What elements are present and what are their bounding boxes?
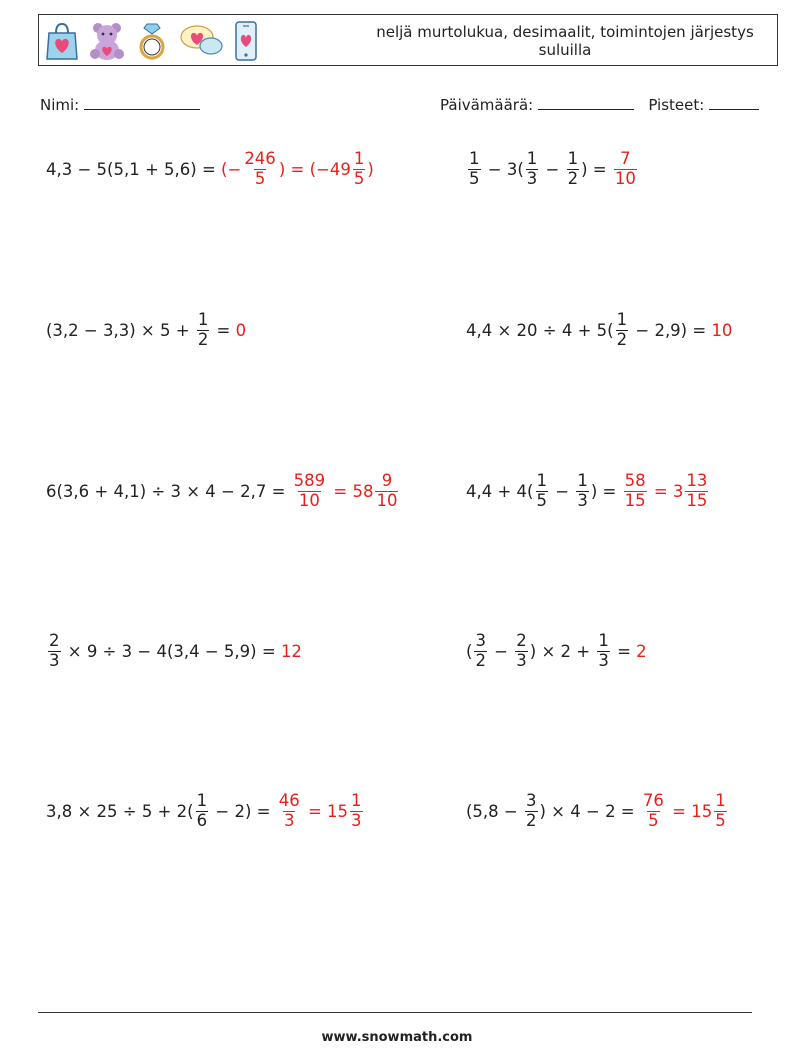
fraction: [576, 472, 589, 509]
numerator: 1: [577, 471, 588, 491]
numerator: 1: [526, 149, 538, 169]
numerator: 1: [469, 149, 480, 169]
date-score-fields: [440, 94, 759, 114]
expression-text: 4,3 − 5(5,1 + 5,6) =: [46, 159, 222, 179]
shopping-bag-heart-icon: [45, 21, 79, 61]
answer-fraction: [293, 472, 327, 509]
fraction: [526, 150, 539, 187]
numerator: 1: [353, 149, 365, 169]
answer-text: = 15: [302, 801, 349, 821]
denominator: 2: [475, 650, 486, 670]
answer-text: ) = (−49: [278, 159, 351, 179]
expression-text: ) × 2 +: [529, 641, 596, 661]
denominator: 2: [197, 329, 209, 349]
answer-text: 10: [711, 320, 733, 340]
denominator: 3: [577, 490, 588, 510]
problem-7: [46, 628, 302, 674]
expression-text: =: [211, 320, 236, 340]
problem-3: [46, 307, 246, 353]
denominator: 3: [351, 810, 362, 830]
expression-text: −: [550, 481, 575, 501]
fraction: [474, 632, 487, 669]
numerator: 46: [278, 791, 300, 811]
numerator: 246: [244, 149, 276, 169]
denominator: 10: [298, 490, 320, 510]
numerator: 2: [516, 631, 527, 651]
answer-fraction: [614, 150, 637, 187]
denominator: 5: [648, 810, 659, 830]
problem-6: [466, 468, 710, 514]
expression-text: − 3(: [482, 159, 524, 179]
expression-text: −: [540, 159, 565, 179]
expression-text: 6(3,6 + 4,1) ÷ 3 × 4 − 2,7 =: [46, 481, 291, 501]
expression-text: ) =: [581, 159, 612, 179]
numerator: 1: [598, 631, 609, 651]
denominator: 10: [376, 490, 398, 510]
problem-9: [46, 788, 365, 834]
denominator: 3: [283, 810, 295, 830]
answer-fraction: [685, 472, 708, 509]
denominator: 5: [536, 490, 547, 510]
expression-text: (3,2 − 3,3) × 5 +: [46, 320, 195, 340]
numerator: 9: [381, 471, 393, 491]
expression-text: 4,4 × 20 ÷ 4 + 5(: [466, 320, 614, 340]
expression-text: − 2,9) =: [630, 320, 712, 340]
problem-4: [466, 307, 732, 353]
fraction: [196, 792, 209, 829]
numerator: 1: [196, 791, 208, 811]
expression-text: 3,8 × 25 ÷ 5 + 2(: [46, 801, 194, 821]
numerator: 58: [624, 471, 646, 491]
denominator: 6: [196, 810, 208, 830]
problem-1: [46, 146, 374, 192]
worksheet-title: neljä murtolukua, desimaalit, toimintojen järjestys suluilla: [376, 23, 754, 59]
answer-text: = 15: [666, 801, 713, 821]
numerator: 13: [686, 471, 708, 491]
answer-fraction: [642, 792, 665, 829]
problem-5: [46, 468, 400, 514]
expression-text: −: [488, 641, 514, 661]
expression-text: (: [466, 641, 473, 661]
answer-fraction: [624, 472, 647, 509]
problem-2: [466, 146, 639, 192]
numerator: 2: [49, 631, 60, 651]
numerator: 76: [642, 791, 664, 811]
chat-hearts-icon: [179, 21, 223, 61]
answer-fraction: [278, 792, 301, 829]
answer-fraction: [243, 150, 277, 187]
denominator: 3: [598, 650, 609, 670]
numerator: 3: [526, 791, 537, 811]
fraction: [616, 311, 629, 348]
score-blank[interactable]: [709, 94, 759, 110]
denominator: 2: [616, 329, 628, 349]
fraction: [515, 632, 528, 669]
answer-text: = 58: [328, 481, 374, 501]
numerator: 7: [620, 149, 631, 169]
denominator: 5: [353, 168, 365, 188]
teddy-bear-icon: [89, 21, 125, 61]
numerator: 1: [715, 791, 726, 811]
answer-fraction: [353, 150, 366, 187]
expression-text: × 9 ÷ 3 − 4(3,4 − 5,9) =: [62, 641, 281, 661]
denominator: 10: [614, 168, 636, 188]
answer-fraction: [714, 792, 727, 829]
header-icons: [45, 19, 259, 63]
answer-text: 12: [280, 641, 302, 661]
fraction: [597, 632, 610, 669]
fraction: [48, 632, 61, 669]
denominator: 15: [624, 490, 646, 510]
expression-text: − 2) =: [210, 801, 276, 821]
expression-text: =: [611, 641, 637, 661]
denominator: 2: [567, 168, 579, 188]
expression-text: 4,4 + 4(: [466, 481, 534, 501]
numerator: 3: [475, 631, 486, 651]
denominator: 3: [516, 650, 527, 670]
score-label: Pisteet:: [648, 96, 705, 114]
answer-text: = 3: [648, 481, 684, 501]
problem-8: [466, 628, 647, 674]
answer-fraction: [375, 472, 398, 509]
answer-text: ): [367, 159, 374, 179]
numerator: 1: [197, 310, 209, 330]
fraction: [536, 472, 549, 509]
numerator: 1: [616, 310, 628, 330]
expression-text: ) × 4 − 2 =: [539, 801, 640, 821]
name-label: Nimi:: [40, 96, 80, 114]
numerator: 1: [351, 791, 362, 811]
fraction: [567, 150, 580, 187]
numerator: 1: [567, 149, 579, 169]
fraction: [525, 792, 538, 829]
answer-text: 2: [636, 641, 647, 661]
expression-text: (5,8 −: [466, 801, 523, 821]
diamond-ring-icon: [135, 21, 169, 61]
denominator: 2: [526, 810, 537, 830]
answer-fraction: [350, 792, 363, 829]
denominator: 5: [715, 810, 726, 830]
answer-text: (−: [221, 159, 242, 179]
date-blank[interactable]: [538, 94, 634, 110]
denominator: 5: [469, 168, 480, 188]
fraction: [197, 311, 210, 348]
denominator: 5: [254, 168, 266, 188]
footer-divider: [38, 1012, 752, 1013]
fraction: [468, 150, 481, 187]
numerator: 1: [536, 471, 547, 491]
denominator: 3: [526, 168, 538, 188]
expression-text: ) =: [590, 481, 622, 501]
denominator: 15: [686, 490, 708, 510]
name-field: [40, 94, 200, 114]
date-label: Päivämäärä:: [440, 96, 534, 114]
worksheet-header: [38, 14, 778, 66]
numerator: 589: [293, 471, 326, 491]
phone-heart-icon: [233, 20, 259, 62]
problem-10: [466, 788, 729, 834]
name-blank[interactable]: [84, 94, 200, 110]
answer-text: 0: [235, 320, 247, 340]
denominator: 3: [49, 650, 60, 670]
footer-url: www.snowmath.com: [321, 1030, 473, 1045]
